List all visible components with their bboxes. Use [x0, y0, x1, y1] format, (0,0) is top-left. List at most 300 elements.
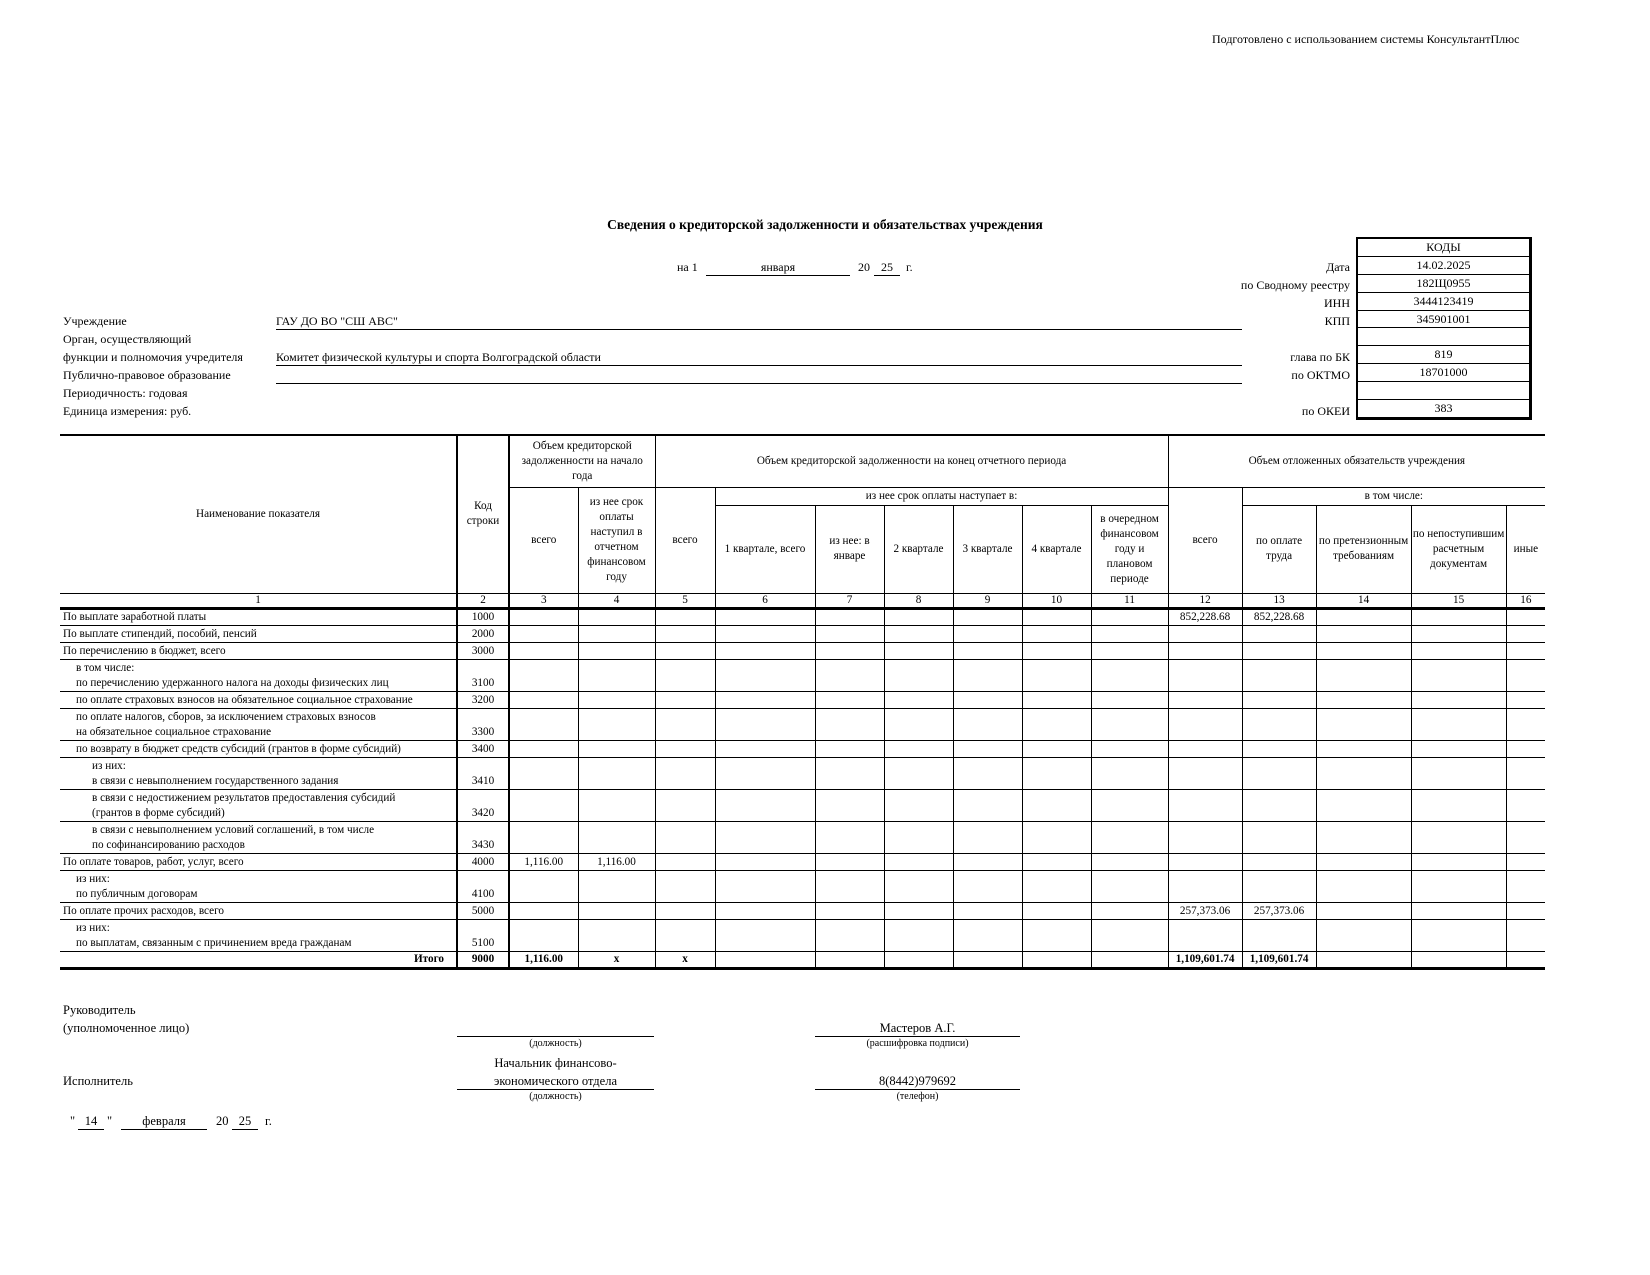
cell-col-14: [1316, 870, 1411, 902]
row-name-line: по оплате налогов, сборов, за исключением страховых взносов: [76, 710, 376, 723]
cell-col-15: [1411, 870, 1506, 902]
codes-label-registry: по Сводному реестру: [1240, 278, 1350, 292]
cell-col-16: [1506, 870, 1545, 902]
header-start: Объем кредиторской задолженности на начало года: [509, 435, 655, 487]
cell-col-16: [1506, 902, 1545, 919]
cell-col-14: [1316, 919, 1411, 951]
cell-col-8: [884, 821, 953, 853]
header-jan: из нее: в январе: [815, 505, 884, 593]
cell-col-3: [509, 789, 578, 821]
column-number: 1: [60, 593, 457, 608]
cell-col-15: [1411, 642, 1506, 659]
cell-col-8: [884, 608, 953, 625]
header-deferred-total: всего: [1168, 487, 1242, 593]
sign-date-year: 25: [232, 1114, 258, 1130]
cell-col-14: [1316, 853, 1411, 870]
cell-col-5: [655, 659, 715, 691]
cell-col-10: [1022, 740, 1091, 757]
code-date: 14.02.2025: [1357, 256, 1531, 274]
cell-col-12: 852,228.68: [1168, 608, 1242, 625]
cell-col-9: [953, 902, 1022, 919]
cell-col-4: [578, 821, 655, 853]
cell-col-15: [1411, 608, 1506, 625]
cell-col-8: [884, 789, 953, 821]
row-name-line: в связи с недостижением результатов предоставления субсидий: [92, 791, 396, 804]
cell-col-11: [1091, 642, 1168, 659]
table-row: [60, 691, 1545, 708]
cell-col-14: [1316, 740, 1411, 757]
cell-col-4: [578, 708, 655, 740]
cell-col-12: 257,373.06: [1168, 902, 1242, 919]
cell-col-10: [1022, 853, 1091, 870]
cell-col-8: [884, 642, 953, 659]
cell-col-16: [1506, 757, 1545, 789]
cell-col-8: [884, 740, 953, 757]
cell-col-10: [1022, 821, 1091, 853]
code-oktmo: 18701000: [1357, 364, 1531, 382]
code-bk: 819: [1357, 346, 1531, 364]
row-name-line: По оплате товаров, работ, услуг, всего: [63, 855, 244, 868]
head-name: Мастеров А.Г.: [815, 1021, 1020, 1037]
row-code: 3200: [457, 691, 509, 708]
cell-col-7: [815, 691, 884, 708]
row-code: 5000: [457, 902, 509, 919]
cell-col-7: [815, 708, 884, 740]
cell-col-5: [655, 919, 715, 951]
cell-col-12: [1168, 919, 1242, 951]
cell-col-11: [1091, 625, 1168, 642]
header-docs: по непоступившим расчетным документам: [1411, 505, 1506, 593]
row-code: 9000: [457, 951, 509, 968]
head-name-caption: (расшифровка подписи): [866, 1038, 969, 1049]
row-code: 3430: [457, 821, 509, 853]
cell-col-8: [884, 708, 953, 740]
cell-col-10: [1022, 608, 1091, 625]
cell-col-10: [1022, 691, 1091, 708]
exec-label: Исполнитель: [63, 1074, 133, 1088]
cell-col-9: [953, 951, 1022, 968]
codes-label-kpp: КПП: [1324, 314, 1350, 328]
code-okei: 383: [1357, 400, 1531, 419]
cell-col-5: [655, 821, 715, 853]
cell-col-10: [1022, 951, 1091, 968]
date-year-prefix: 20: [858, 260, 870, 274]
cell-col-16: [1506, 789, 1545, 821]
cell-col-4: [578, 902, 655, 919]
cell-col-10: [1022, 659, 1091, 691]
cell-col-12: [1168, 740, 1242, 757]
cell-col-6: [715, 902, 815, 919]
column-number: 6: [715, 593, 815, 608]
cell-col-9: [953, 870, 1022, 902]
organ-label-1: Орган, осуществляющий: [63, 332, 192, 346]
column-number: 14: [1316, 593, 1411, 608]
cell-col-15: [1411, 919, 1506, 951]
cell-col-5: [655, 870, 715, 902]
row-name: [60, 740, 457, 757]
cell-col-9: [953, 757, 1022, 789]
exec-position-2: экономического отдела: [457, 1074, 654, 1090]
cell-col-4: [578, 919, 655, 951]
cell-col-14: [1316, 691, 1411, 708]
cell-col-14: [1316, 659, 1411, 691]
cell-col-12: 1,109,601.74: [1168, 951, 1242, 968]
sign-date-quote-close: ": [107, 1114, 113, 1128]
row-code: 3420: [457, 789, 509, 821]
cell-col-8: [884, 853, 953, 870]
unit: Единица измерения: руб.: [63, 404, 192, 418]
table-row: [60, 659, 1545, 691]
cell-col-10: [1022, 625, 1091, 642]
cell-col-3: [509, 757, 578, 789]
date-prefix: на 1: [677, 260, 698, 274]
cell-col-11: [1091, 902, 1168, 919]
cell-col-8: [884, 625, 953, 642]
cell-col-16: [1506, 691, 1545, 708]
cell-col-7: [815, 642, 884, 659]
cell-col-10: [1022, 789, 1091, 821]
cell-col-16: [1506, 659, 1545, 691]
row-name-line: из них:: [76, 921, 110, 934]
cell-col-14: [1316, 789, 1411, 821]
cell-col-15: [1411, 789, 1506, 821]
cell-col-4: [578, 757, 655, 789]
cell-col-9: [953, 789, 1022, 821]
cell-col-5: x: [655, 951, 715, 968]
cell-col-3: [509, 870, 578, 902]
row-name-line: в связи с невыполнением условий соглашений, в том числе: [92, 823, 375, 836]
cell-col-15: [1411, 951, 1506, 968]
row-name-line: по публичным договорам: [76, 887, 198, 900]
cell-col-5: [655, 789, 715, 821]
cell-col-3: 1,116.00: [509, 853, 578, 870]
cell-col-6: [715, 870, 815, 902]
header-q1: 1 квартале, всего: [715, 505, 815, 593]
cell-col-5: [655, 625, 715, 642]
cell-col-14: [1316, 951, 1411, 968]
cell-col-5: [655, 757, 715, 789]
cell-col-3: [509, 821, 578, 853]
row-name: [60, 625, 457, 642]
cell-col-7: [815, 789, 884, 821]
row-code: 3410: [457, 757, 509, 789]
header-q3: 3 квартале: [953, 505, 1022, 593]
cell-col-7: [815, 740, 884, 757]
cell-col-13: [1242, 919, 1316, 951]
column-number: 8: [884, 593, 953, 608]
cell-col-12: [1168, 821, 1242, 853]
table-row: [60, 870, 1545, 902]
cell-col-7: [815, 608, 884, 625]
cell-col-15: [1411, 708, 1506, 740]
row-name-line: по возврату в бюджет средств субсидий (грантов в форме субсидий): [76, 742, 401, 755]
column-number: 11: [1091, 593, 1168, 608]
organ-label-2: функции и полномочия учредителя: [63, 350, 243, 364]
row-code: 5100: [457, 919, 509, 951]
cell-col-10: [1022, 870, 1091, 902]
column-number: 13: [1242, 593, 1316, 608]
cell-col-7: [815, 853, 884, 870]
cell-col-6: [715, 608, 815, 625]
cell-col-9: [953, 821, 1022, 853]
cell-col-10: [1022, 757, 1091, 789]
row-name-line: (грантов в форме субсидий): [92, 806, 225, 819]
cell-col-8: [884, 902, 953, 919]
table-row: [60, 789, 1545, 821]
cell-col-10: [1022, 708, 1091, 740]
codes-header: КОДЫ: [1357, 238, 1531, 256]
codes-label-inn: ИНН: [1324, 296, 1350, 310]
cell-col-13: [1242, 642, 1316, 659]
cell-col-15: [1411, 821, 1506, 853]
row-name: [60, 821, 457, 853]
cell-col-7: [815, 625, 884, 642]
cell-col-11: [1091, 659, 1168, 691]
cell-col-6: [715, 919, 815, 951]
sign-date-year-prefix: 20: [216, 1114, 229, 1128]
column-number: 12: [1168, 593, 1242, 608]
row-code: 4000: [457, 853, 509, 870]
column-number: 9: [953, 593, 1022, 608]
cell-col-6: [715, 691, 815, 708]
cell-col-5: [655, 740, 715, 757]
column-number: 2: [457, 593, 509, 608]
cell-col-16: [1506, 919, 1545, 951]
header-deferred: Объем отложенных обязательств учреждения: [1168, 435, 1545, 487]
row-name: [60, 691, 457, 708]
date-month: января: [706, 260, 850, 276]
cell-col-11: [1091, 919, 1168, 951]
exec-phone: 8(8442)979692: [815, 1074, 1020, 1090]
cell-col-16: [1506, 608, 1545, 625]
cell-col-6: [715, 708, 815, 740]
cell-col-5: [655, 853, 715, 870]
exec-position-caption: (должность): [529, 1091, 582, 1102]
row-name-line: По выплате стипендий, пособий, пенсий: [63, 627, 257, 640]
row-name: [60, 757, 457, 789]
cell-col-12: [1168, 708, 1242, 740]
header-start-total: всего: [509, 487, 578, 593]
cell-col-15: [1411, 902, 1506, 919]
cell-col-14: [1316, 757, 1411, 789]
cell-col-13: [1242, 853, 1316, 870]
table-row: [60, 853, 1545, 870]
cell-col-8: [884, 757, 953, 789]
codes-label-oktmo: по ОКТМО: [1291, 368, 1350, 382]
header-name: Наименование показателя: [60, 435, 457, 593]
organ-value: Комитет физической культуры и спорта Волгоградской области: [276, 350, 1242, 366]
column-number: 7: [815, 593, 884, 608]
cell-col-11: [1091, 853, 1168, 870]
row-name-line: на обязательное социальное страхование: [76, 725, 272, 738]
cell-col-9: [953, 608, 1022, 625]
header-code: Код строки: [457, 435, 509, 593]
row-name-line: по выплатам, связанным с причинением вреда гражданам: [76, 936, 352, 949]
cell-col-3: 1,116.00: [509, 951, 578, 968]
header-q2: 2 квартале: [884, 505, 953, 593]
cell-col-15: [1411, 853, 1506, 870]
cell-col-4: [578, 789, 655, 821]
head-label-1: Руководитель: [63, 1003, 136, 1017]
table-row: [60, 608, 1545, 625]
column-number: 15: [1411, 593, 1506, 608]
cell-col-11: [1091, 870, 1168, 902]
row-name: [60, 608, 457, 625]
cell-col-13: [1242, 870, 1316, 902]
cell-col-15: [1411, 740, 1506, 757]
cell-col-13: 852,228.68: [1242, 608, 1316, 625]
row-name: [60, 902, 457, 919]
cell-col-7: [815, 821, 884, 853]
code-kpp: 345901001: [1357, 310, 1531, 328]
row-name: [60, 853, 457, 870]
header-other: иные: [1506, 505, 1545, 593]
row-name-line: по софинансированию расходов: [92, 838, 245, 851]
cell-col-6: [715, 625, 815, 642]
cell-col-9: [953, 740, 1022, 757]
cell-col-11: [1091, 608, 1168, 625]
cell-col-9: [953, 708, 1022, 740]
header-claims: по претензионным требованиям: [1316, 505, 1411, 593]
cell-col-12: [1168, 757, 1242, 789]
sign-date-quote-open: ": [70, 1114, 76, 1128]
cell-col-11: [1091, 757, 1168, 789]
cell-col-6: [715, 659, 815, 691]
cell-col-10: [1022, 919, 1091, 951]
cell-col-14: [1316, 821, 1411, 853]
exec-position-1: Начальник финансово-: [494, 1056, 617, 1070]
cell-col-4: 1,116.00: [578, 853, 655, 870]
ppo-label: Публично-правовое образование: [63, 368, 231, 382]
cell-col-6: [715, 951, 815, 968]
cell-col-7: [815, 919, 884, 951]
cell-col-15: [1411, 691, 1506, 708]
row-name-line: из них:: [92, 759, 126, 772]
header-end-due: из нее срок оплаты наступает в:: [715, 487, 1168, 505]
cell-col-4: x: [578, 951, 655, 968]
row-code: 3000: [457, 642, 509, 659]
cell-col-3: [509, 919, 578, 951]
cell-col-15: [1411, 659, 1506, 691]
cell-col-13: [1242, 821, 1316, 853]
row-code: 3300: [457, 708, 509, 740]
codes-label-date: Дата: [1326, 260, 1350, 274]
cell-col-5: [655, 691, 715, 708]
cell-col-3: [509, 608, 578, 625]
column-number: 3: [509, 593, 578, 608]
cell-col-3: [509, 642, 578, 659]
cell-col-12: [1168, 853, 1242, 870]
cell-col-11: [1091, 708, 1168, 740]
institution-label: Учреждение: [63, 314, 127, 328]
cell-col-9: [953, 659, 1022, 691]
ppo-value: [276, 368, 1242, 384]
cell-col-9: [953, 691, 1022, 708]
row-name: [60, 708, 457, 740]
cell-col-6: [715, 642, 815, 659]
page-title: Сведения о кредиторской задолженности и обязательствах учреждения: [607, 217, 1043, 232]
row-name: [60, 870, 457, 902]
cell-col-14: [1316, 708, 1411, 740]
cell-col-13: [1242, 757, 1316, 789]
codes-label-bk: глава по БК: [1290, 350, 1350, 364]
total-row: [60, 951, 1545, 968]
date-suffix: г.: [906, 260, 913, 274]
row-name: [60, 642, 457, 659]
column-number: 4: [578, 593, 655, 608]
cell-col-7: [815, 870, 884, 902]
row-name-line: по перечислению удержанного налога на доходы физических лиц: [76, 676, 389, 689]
row-name-line: По оплате прочих расходов, всего: [63, 904, 225, 917]
cell-col-4: [578, 608, 655, 625]
table-row: [60, 642, 1545, 659]
cell-col-12: [1168, 691, 1242, 708]
cell-col-3: [509, 740, 578, 757]
row-name-line: в том числе:: [76, 661, 135, 674]
code-empty: [1357, 328, 1531, 346]
table-row: [60, 919, 1545, 951]
cell-col-16: [1506, 853, 1545, 870]
prepared-note: Подготовлено с использованием системы КонсультантПлюс: [1212, 32, 1520, 46]
table-row: [60, 740, 1545, 757]
cell-col-4: [578, 740, 655, 757]
code-registry: 182Щ0955: [1357, 274, 1531, 292]
table-row: [60, 708, 1545, 740]
cell-col-5: [655, 642, 715, 659]
cell-col-3: [509, 659, 578, 691]
cell-col-11: [1091, 821, 1168, 853]
cell-col-9: [953, 642, 1022, 659]
column-number: 16: [1506, 593, 1545, 608]
head-label-2: (уполномоченное лицо): [63, 1021, 190, 1035]
cell-col-5: [655, 608, 715, 625]
cell-col-5: [655, 708, 715, 740]
cell-col-16: [1506, 951, 1545, 968]
periodicity: Периодичность: годовая: [63, 386, 188, 400]
column-number: 5: [655, 593, 715, 608]
cell-col-14: [1316, 625, 1411, 642]
date-year: 25: [874, 260, 900, 276]
cell-col-7: [815, 659, 884, 691]
header-deferred-incl: в том числе:: [1242, 487, 1545, 505]
code-empty: [1357, 382, 1531, 400]
row-name: [60, 789, 457, 821]
cell-col-7: [815, 902, 884, 919]
row-name-line: из них:: [76, 872, 110, 885]
cell-col-7: [815, 757, 884, 789]
codes-label-okei: по ОКЕИ: [1301, 404, 1350, 418]
cell-col-4: [578, 642, 655, 659]
cell-col-7: [815, 951, 884, 968]
institution-value: ГАУ ДО ВО "СШ АВС": [276, 314, 1242, 330]
cell-col-11: [1091, 951, 1168, 968]
cell-col-6: [715, 853, 815, 870]
cell-col-4: [578, 870, 655, 902]
cell-col-12: [1168, 659, 1242, 691]
cell-col-16: [1506, 642, 1545, 659]
table-row: [60, 821, 1545, 853]
row-name-line: По перечислению в бюджет, всего: [63, 644, 226, 657]
cell-col-12: [1168, 789, 1242, 821]
cell-col-11: [1091, 740, 1168, 757]
cell-col-16: [1506, 740, 1545, 757]
cell-col-14: [1316, 608, 1411, 625]
cell-col-6: [715, 821, 815, 853]
sign-date-month: февраля: [121, 1114, 207, 1130]
row-name-line: по оплате страховых взносов на обязательное социальное страхование: [76, 693, 413, 706]
header-end: Объем кредиторской задолженности на конец отчетного периода: [655, 435, 1168, 487]
cell-col-11: [1091, 789, 1168, 821]
